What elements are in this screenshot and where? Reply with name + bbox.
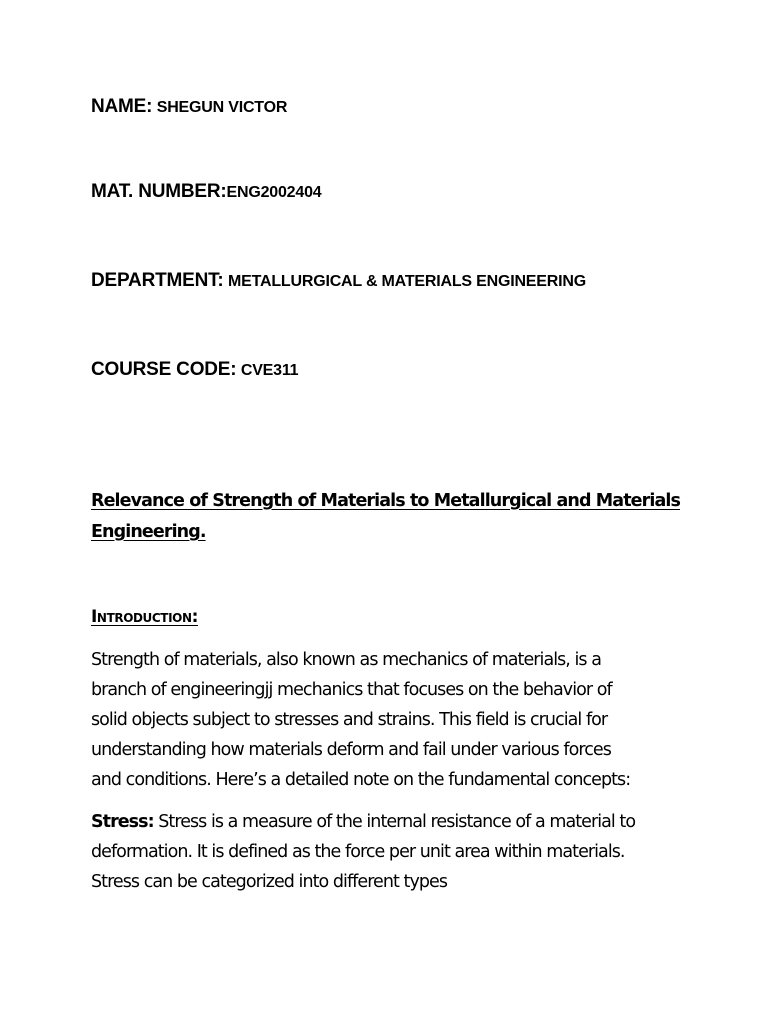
stress-line: Stress can be categorized into different types	[91, 872, 447, 892]
name-value: SHEGUN VICTOR	[156, 99, 288, 116]
department-label: DEPARTMENT:	[91, 270, 224, 291]
title-line-2: Engineering.	[91, 522, 206, 542]
intro-line: solid objects subject to stresses and strains. This field is crucial for	[91, 710, 608, 730]
intro-line: Strength of materials, also known as mechanics of materials, is a	[91, 650, 601, 670]
course-code-label: COURSE CODE:	[91, 359, 237, 380]
title-line-1: Relevance of Strength of Materials to Metallurgical and Materials	[91, 491, 680, 511]
stress-line: deformation. It is defined as the force per unit area within materials.	[91, 842, 625, 862]
intro-line: branch of engineeringjj mechanics that focuses on the behavior of	[91, 680, 612, 700]
mat-number-field	[91, 182, 321, 201]
stress-term: Stress:	[91, 812, 154, 832]
document-title	[91, 486, 691, 548]
course-code-field	[91, 360, 298, 379]
stress-paragraph	[91, 807, 691, 897]
mat-number-label: MAT. NUMBER:	[91, 181, 227, 202]
stress-line: Stress is a measure of the internal resistance of a material to	[153, 812, 636, 832]
mat-number-value: ENG2002404	[226, 184, 322, 201]
department-field	[91, 271, 586, 290]
course-code-value: CVE311	[240, 362, 299, 379]
introduction-paragraph	[91, 645, 691, 795]
name-label: NAME:	[91, 96, 153, 117]
department-value: METALLURGICAL & MATERIALS ENGINEERING	[228, 273, 586, 290]
intro-line: understanding how materials deform and fail under various forces	[91, 740, 611, 760]
name-field	[91, 97, 287, 116]
intro-line: and conditions. Here’s a detailed note on the fundamental concepts:	[91, 770, 631, 790]
introduction-heading: Introduction:	[91, 607, 198, 627]
